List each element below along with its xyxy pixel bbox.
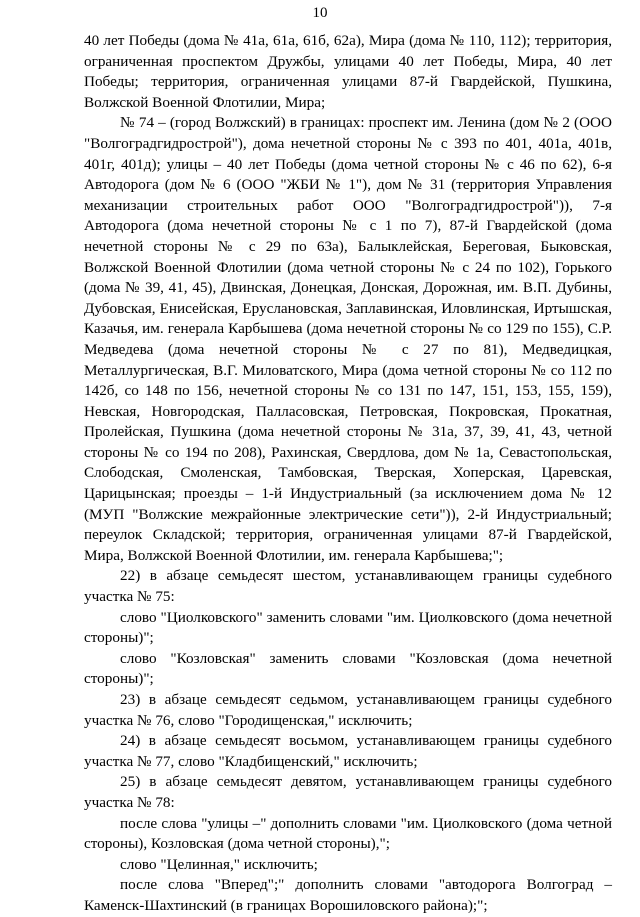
paragraph: 40 лет Победы (дома № 41а, 61а, 61б, 62а), Мира (дома № 110, 112); территория, ограниченная проспектом Дружбы, улицами 40 лет Победы, Мира, 40 лет Победы; территория, ограниченная улицами 87-й Гвардейской, Пушкина, Волжской Военной Флотилии, Мира; bbox=[84, 32, 612, 111]
paragraph: 22) в абзаце семьдесят шестом, устанавливающем границы судебного участка № 75: bbox=[84, 567, 612, 606]
paragraph: 25) в абзаце семьдесят девятом, устанавливающем границы судебного участка № 78: bbox=[84, 773, 612, 811]
paragraph: после слова "Вперед";" дополнить словами "автодорога Волгоград – Каменск-Шахтинский (в границах Ворошиловского района);"; bbox=[84, 876, 612, 914]
paragraph: слово "Циолковского" заменить словами "им. Циолковского (дома нечетной стороны)"; bbox=[84, 608, 612, 647]
paragraph: слово "Козловская" заменить словами "Козловская (дома нечетной стороны)"; bbox=[84, 649, 612, 688]
paragraph: слово "Целинная," исключить; bbox=[120, 855, 318, 873]
document-body bbox=[84, 31, 612, 917]
paragraph: 24) в абзаце семьдесят восьмом, устанавливающем границы судебного участка № 77, слово "Кладбищенский," исключить; bbox=[84, 732, 612, 770]
paragraph: 23) в абзаце семьдесят седьмом, устанавливающем границы судебного участка № 76, слово "Городищенская," исключить; bbox=[84, 691, 612, 729]
paragraph: после слова "улицы –" дополнить словами "им. Циолковского (дома четной стороны), Козловская (дома четной стороны),"; bbox=[84, 814, 612, 853]
paragraph: № 74 – (город Волжский) в границах: проспект им. Ленина (дом № 2 (ООО "Волгоградгидрострой"), дома нечетной стороны № с 393 по 401, 401а, 401в, 401г, 401д); улицы – 40 лет Победы (дома четной стороны № с 46 по 62), 6-я Автодорога (дом № 6 (ООО "ЖБИ № 1"), дом № 31 (территория Управления механизации строительных работ ООО "Волгоградгидрострой")), 7-я Автодорога (дома нечетной стороны № с 1 по 7), 87-й Гвардейской (дома нечетной стороны № с 29 по 63а), Балыклейская, Береговая, Быковская, Волжской Военной Флотилии (дома четной стороны № с 24 по 102), Горького (дома № 39, 41, 45), Двинская, Донецкая, Донская, Дорожная, им. В.П. Дубины, Дубовская, Енисейская, Еруслановская, Заплавинская, Иловлинская, Иртышская, Казачья, им. генерала Карбышева (дома нечетной стороны № со 129 по 155), С.Р. Медведева (дома нечетной стороны № с 27 по 81), Медведицкая, Металлургическая, В.Г. Миловатского, Мира (дома четной стороны № со 112 по 142б, со 148 по 156, нечетной стороны № со 131 по 147, 151, 153, 155, 159), Невская, Новгородская, Палласовская, Петровская, Покровская, Прокатная, Пролейская, Пушкина (дома нечетной стороны № 31а, 37, 39, 41, 43, четной стороны № со 194 по 208), Рахинская, Свердлова, дом № 1а, Севастопольская, Слободская, Смоленская, Тамбовская, Тверская, Хоперская, Царевская, Царицынская; проезды – 1-й Индустриальный (за исключением дома № 12 (МУП "Волжские межрайонные электрические сети")), 2-й Индустриальный; переулок Складской; территория, ограниченная улицами 87-й Гвардейской, Мира, Волжской Военной Флотилии, им. генерала Карбышева;"; bbox=[84, 114, 612, 564]
page-number: 10 bbox=[312, 5, 328, 21]
